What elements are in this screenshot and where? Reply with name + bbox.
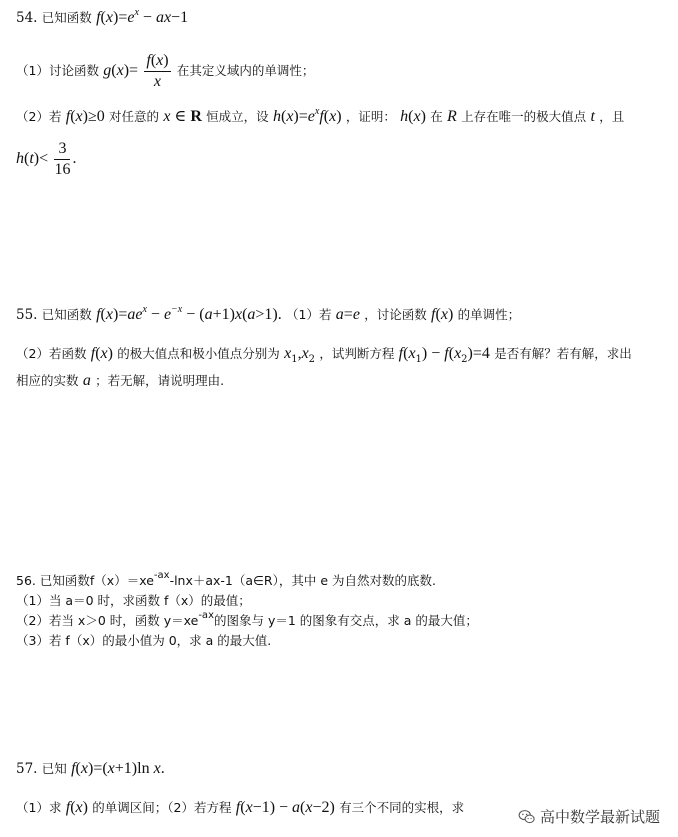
problem-56-part-2: （2）若当 x＞0 时，函数 $y=xe^{-ax}$的图象与 y＝1 的图象有交点，求 a 的最大值；	[16, 610, 478, 628]
problem-54-part-2-cont: h(t)< $\frac{3}{16}$ .	[16, 140, 77, 178]
problem-55-part-2: （2）若函数 f(x) 的极大值点和极小值点分别为 $x_1,x_2$ ，试判断方程 $f(x_1) - f(x_2)=4$ 是否有解？若有解，求出	[16, 345, 632, 365]
problem-56-part-1: （1）当 a＝0 时，求函数 f（x）的最值；	[16, 593, 251, 608]
problem-56-statement: 56. 已知函数$f(x)=xe^{-ax}-\ln x+ax-1(a\in R)$，其中 e 为自然对数的底数.	[16, 570, 436, 588]
wechat-icon	[518, 808, 536, 826]
problem-54-statement: 54. 已知函数 $f(x)=e^x - ax-1$	[16, 7, 189, 26]
watermark	[514, 806, 664, 827]
watermark-text: 高中数学最新试题	[539, 808, 660, 826]
problem-number: 54.	[16, 10, 38, 26]
fraction: $\frac{3}{16}$	[54, 140, 71, 178]
problem-56-part-3: （3）若 f（x）的最小值为 0，求 a 的最大值.	[16, 633, 272, 648]
problem-55-statement: 55. 已知函数 $f(x)=ae^x - e^{-x} - (a+1)x(a>1)$. （1）若 a=e ，讨论函数 f(x) 的单调性；	[16, 304, 521, 323]
problem-54-part-1: （1）讨论函数 g(x)= $\frac{f(x)}{x}$ 在其定义域内的单调性；	[16, 52, 315, 90]
problem-54-part-2: （2）若 f(x)≥0 对任意的 x ∈ R 恒成立，设 $h(x)=e^xf(x)$ ，证明： h(x) 在 R 上存在唯一的极大值点 t ，且	[16, 106, 625, 125]
problem-number: 56.	[16, 573, 36, 588]
problem-number: 55.	[16, 307, 38, 323]
fraction: $\frac{f(x)}{x}$	[146, 52, 169, 90]
problem-57-part-1: （1）求 f(x) 的单调区间；（2）若方程 f(x−1) − a(x−2) 有三个不同的实根，求	[16, 799, 465, 816]
problem-57-statement: 57. 已知 f(x)=(x+1)ln x.	[16, 760, 165, 777]
problem-number: 57.	[16, 761, 38, 777]
problem-55-part-2-cont: 相应的实数 a ；若无解，请说明理由.	[16, 372, 225, 389]
